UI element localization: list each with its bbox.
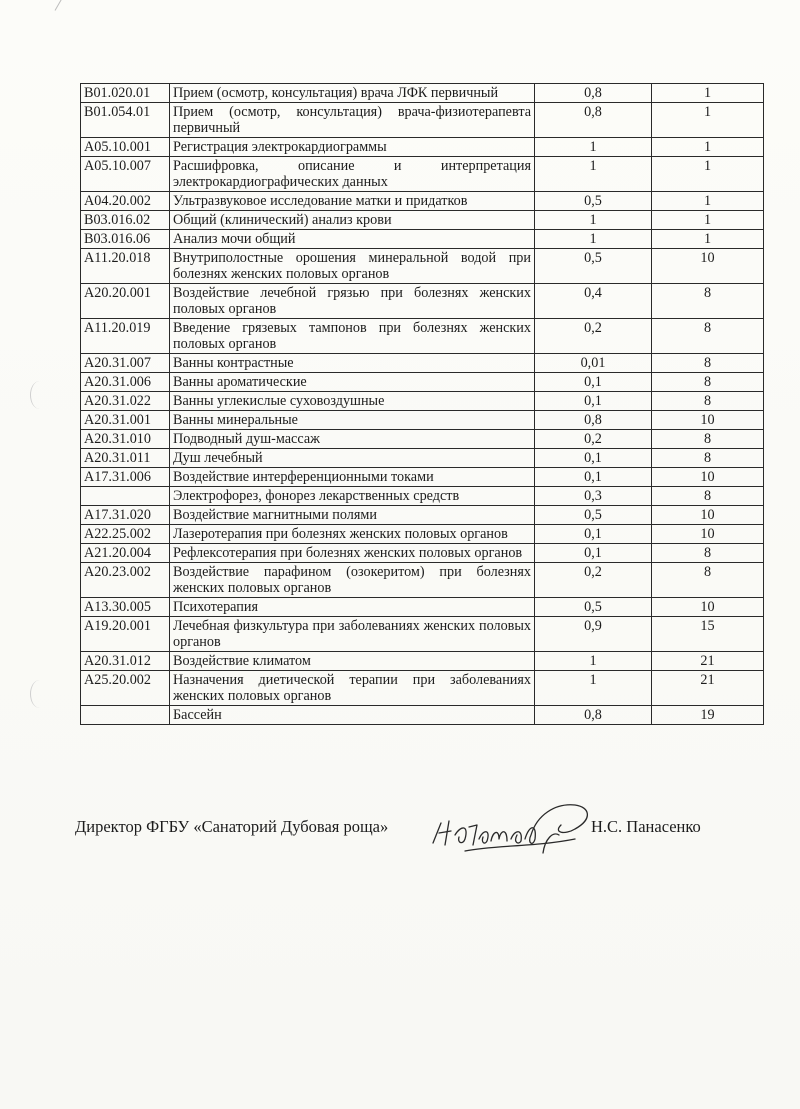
service-code-cell: A11.20.019 — [81, 319, 170, 354]
service-code-cell: A05.10.001 — [81, 138, 170, 157]
table-row — [81, 157, 764, 192]
coefficient-cell: 1 — [535, 652, 652, 671]
coefficient-cell: 0,01 — [535, 354, 652, 373]
service-name-cell: Введение грязевых тампонов при болезнях женских половых органов — [170, 319, 535, 354]
service-name-cell: Регистрация электрокардиограммы — [170, 138, 535, 157]
table-row — [81, 430, 764, 449]
procedure-count-cell: 8 — [652, 354, 764, 373]
table-row — [81, 671, 764, 706]
service-name-cell: Ультразвуковое исследование матки и придатков — [170, 192, 535, 211]
procedure-count-cell: 8 — [652, 487, 764, 506]
table-row — [81, 487, 764, 506]
table-row — [81, 411, 764, 430]
service-name-cell: Рефлексотерапия при болезнях женских половых органов — [170, 544, 535, 563]
coefficient-cell: 0,2 — [535, 430, 652, 449]
procedure-count-cell: 8 — [652, 449, 764, 468]
coefficient-cell: 0,1 — [535, 373, 652, 392]
procedure-count-cell: 1 — [652, 84, 764, 103]
service-name-cell: Воздействие климатом — [170, 652, 535, 671]
coefficient-cell: 1 — [535, 230, 652, 249]
service-code-cell: A20.31.007 — [81, 354, 170, 373]
table-row — [81, 706, 764, 725]
service-name-cell: Внутриполостные орошения минеральной водой при болезнях женских половых органов — [170, 249, 535, 284]
coefficient-cell: 0,2 — [535, 319, 652, 354]
service-name-cell: Общий (клинический) анализ крови — [170, 211, 535, 230]
coefficient-cell: 0,1 — [535, 449, 652, 468]
coefficient-cell: 0,5 — [535, 598, 652, 617]
service-name-cell: Назначения диетической терапии при заболеваниях женских половых органов — [170, 671, 535, 706]
service-code-cell: B03.016.02 — [81, 211, 170, 230]
service-code-cell: A04.20.002 — [81, 192, 170, 211]
procedure-count-cell: 10 — [652, 525, 764, 544]
table-row — [81, 230, 764, 249]
table-row — [81, 84, 764, 103]
coefficient-cell: 1 — [535, 671, 652, 706]
procedure-count-cell: 19 — [652, 706, 764, 725]
procedure-count-cell: 8 — [652, 284, 764, 319]
table-row — [81, 652, 764, 671]
procedure-count-cell: 1 — [652, 157, 764, 192]
procedure-count-cell: 1 — [652, 230, 764, 249]
coefficient-cell: 0,8 — [535, 84, 652, 103]
coefficient-cell: 0,1 — [535, 525, 652, 544]
service-name-cell: Бассейн — [170, 706, 535, 725]
service-name-cell: Душ лечебный — [170, 449, 535, 468]
procedure-count-cell: 8 — [652, 373, 764, 392]
coefficient-cell: 0,2 — [535, 563, 652, 598]
table-row — [81, 598, 764, 617]
service-name-cell: Прием (осмотр, консультация) врача ЛФК первичный — [170, 84, 535, 103]
service-name-cell: Воздействие интерференционными токами — [170, 468, 535, 487]
table-row — [81, 373, 764, 392]
table-row — [81, 563, 764, 598]
service-code-cell: A19.20.001 — [81, 617, 170, 652]
table-row — [81, 249, 764, 284]
service-code-cell: A20.31.022 — [81, 392, 170, 411]
table-row — [81, 544, 764, 563]
scan-scratch — [55, 0, 65, 11]
punch-hole-mark — [30, 381, 49, 409]
table-row — [81, 392, 764, 411]
coefficient-cell: 0,1 — [535, 392, 652, 411]
table-row — [81, 468, 764, 487]
service-code-cell: A13.30.005 — [81, 598, 170, 617]
service-code-cell: A22.25.002 — [81, 525, 170, 544]
procedure-count-cell: 10 — [652, 249, 764, 284]
service-code-cell: A11.20.018 — [81, 249, 170, 284]
service-name-cell: Ванны ароматические — [170, 373, 535, 392]
service-code-cell: A21.20.004 — [81, 544, 170, 563]
service-code-cell: A20.31.006 — [81, 373, 170, 392]
coefficient-cell: 0,5 — [535, 506, 652, 525]
service-code-cell — [81, 487, 170, 506]
table-row — [81, 284, 764, 319]
service-code-cell — [81, 706, 170, 725]
service-name-cell: Электрофорез, фонорез лекарственных средств — [170, 487, 535, 506]
procedure-count-cell: 21 — [652, 671, 764, 706]
procedure-count-cell: 8 — [652, 430, 764, 449]
service-code-cell: A20.31.001 — [81, 411, 170, 430]
table-row — [81, 319, 764, 354]
procedure-count-cell: 1 — [652, 138, 764, 157]
service-code-cell: A25.20.002 — [81, 671, 170, 706]
coefficient-cell: 0,1 — [535, 468, 652, 487]
procedure-count-cell: 8 — [652, 392, 764, 411]
service-code-cell: B03.016.06 — [81, 230, 170, 249]
signature-image — [425, 795, 605, 865]
service-code-cell: A20.23.002 — [81, 563, 170, 598]
service-name-cell: Расшифровка, описание и интерпретация электрокардиографических данных — [170, 157, 535, 192]
director-title: Директор ФГБУ «Санаторий Дубовая роща» — [75, 817, 389, 836]
service-name-cell: Воздействие парафином (озокеритом) при болезнях женских половых органов — [170, 563, 535, 598]
table-row — [81, 211, 764, 230]
coefficient-cell: 1 — [535, 138, 652, 157]
service-name-cell: Лазеротерапия при болезнях женских половых органов — [170, 525, 535, 544]
coefficient-cell: 0,4 — [535, 284, 652, 319]
service-code-cell: A17.31.006 — [81, 468, 170, 487]
table-row — [81, 354, 764, 373]
table-row — [81, 103, 764, 138]
service-name-cell: Воздействие магнитными полями — [170, 506, 535, 525]
service-code-cell: A05.10.007 — [81, 157, 170, 192]
service-code-cell: A20.31.012 — [81, 652, 170, 671]
service-name-cell: Подводный душ-массаж — [170, 430, 535, 449]
procedure-count-cell: 8 — [652, 544, 764, 563]
service-name-cell: Воздействие лечебной грязью при болезнях женских половых органов — [170, 284, 535, 319]
table-row — [81, 449, 764, 468]
procedure-count-cell: 10 — [652, 468, 764, 487]
procedure-count-cell: 1 — [652, 211, 764, 230]
service-code-cell: B01.054.01 — [81, 103, 170, 138]
procedure-count-cell: 8 — [652, 563, 764, 598]
service-name-cell: Лечебная физкультура при заболеваниях женских половых органов — [170, 617, 535, 652]
punch-hole-mark — [30, 680, 49, 708]
service-name-cell: Ванны контрастные — [170, 354, 535, 373]
coefficient-cell: 0,5 — [535, 192, 652, 211]
coefficient-cell: 0,1 — [535, 544, 652, 563]
procedure-count-cell: 10 — [652, 506, 764, 525]
coefficient-cell: 0,8 — [535, 103, 652, 138]
procedure-count-cell: 15 — [652, 617, 764, 652]
procedure-count-cell: 21 — [652, 652, 764, 671]
service-name-cell: Ванны минеральные — [170, 411, 535, 430]
procedure-count-cell: 10 — [652, 411, 764, 430]
services-table — [80, 83, 764, 725]
service-code-cell: A17.31.020 — [81, 506, 170, 525]
service-name-cell: Анализ мочи общий — [170, 230, 535, 249]
procedure-count-cell: 10 — [652, 598, 764, 617]
coefficient-cell: 1 — [535, 157, 652, 192]
table-row — [81, 617, 764, 652]
director-name: Н.С. Панасенко — [591, 817, 701, 836]
service-code-cell: B01.020.01 — [81, 84, 170, 103]
service-name-cell: Ванны углекислые суховоздушные — [170, 392, 535, 411]
service-name-cell: Психотерапия — [170, 598, 535, 617]
service-code-cell: A20.31.011 — [81, 449, 170, 468]
table-row — [81, 192, 764, 211]
coefficient-cell: 0,8 — [535, 706, 652, 725]
procedure-count-cell: 8 — [652, 319, 764, 354]
table-row — [81, 525, 764, 544]
coefficient-cell: 1 — [535, 211, 652, 230]
coefficient-cell: 0,8 — [535, 411, 652, 430]
service-code-cell: A20.20.001 — [81, 284, 170, 319]
coefficient-cell: 0,3 — [535, 487, 652, 506]
table-row — [81, 138, 764, 157]
service-name-cell: Прием (осмотр, консультация) врача-физиотерапевта первичный — [170, 103, 535, 138]
coefficient-cell: 0,9 — [535, 617, 652, 652]
procedure-count-cell: 1 — [652, 192, 764, 211]
coefficient-cell: 0,5 — [535, 249, 652, 284]
services-table-body — [81, 84, 764, 725]
procedure-count-cell: 1 — [652, 103, 764, 138]
table-row — [81, 506, 764, 525]
service-code-cell: A20.31.010 — [81, 430, 170, 449]
